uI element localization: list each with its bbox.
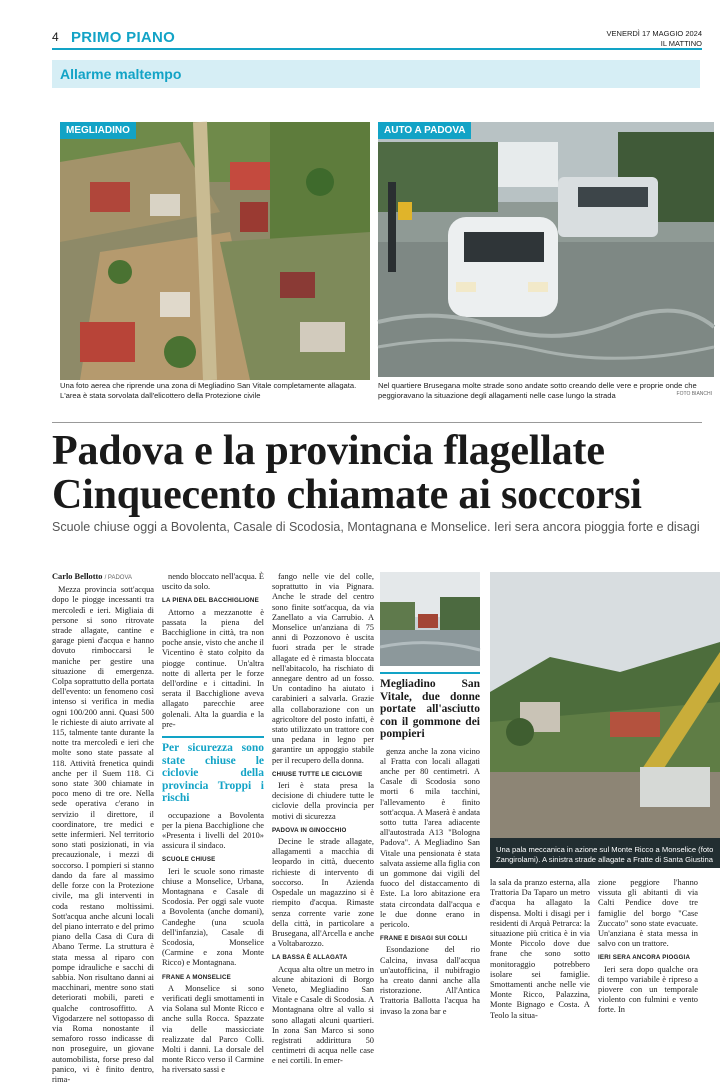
kicker-pioggia: IERI SERA ANCORA PIOGGIA (598, 954, 691, 962)
col3-body3: Acqua alta oltre un metro in alcune abitazioni di Borgo Veneto, Megliadino San Vitale e Casale di Scodosia. A Montagnana oltre al vallo si sono allagati alcuni quartieri. In zona San Marco si sono registrati addirittura 50 centimetri di acqua nelle case e nei cortili. In emer- (272, 964, 374, 1066)
photo-tag-auto-padova: AUTO A PADOVA (378, 122, 471, 139)
date-text: VENERDÌ 17 MAGGIO 2024 (606, 29, 702, 38)
col4-body: genza anche la zona vicino al Fratta con locali allagati anche per 80 centimetri. A Casale di Scodosia sono morti 6 mila tacchini, l'allevamento è finito sott'acqua. A Maserà è andata sotto tutta l'area adiacente all'autostrada A13 "Bologna Padova". A Megliadino San Vitale una pensionata è stata salvata assieme alla figlia con un gommone dai vigili del fuoco del distaccamento di Este. La loro abitazione era stata circondata dall'acqua e le due donne erano in pericolo. (380, 746, 480, 929)
street-photo-caption: Nel quartiere Brusegana molte strade sono andate sotto creando delle vere e proprie onde che peggioravano la situazione degli allagamenti nelle case lungo la strada (378, 381, 697, 400)
col2-body2: Ieri le scuole sono rimaste chiuse a Monselice, Urbana, Montagnana e Casale di Scodosia. Per oggi sale vuote a Bovolenta (anche domani), Candeghe (una scuola dell'infanzia), Casale di Scodosia, Monselice (Carmine e zona Monte Ricco) e Montagnana. (162, 866, 264, 968)
section-title: PRIMO PIANO (71, 29, 176, 46)
aerial-flood-photo (60, 122, 370, 380)
aerial-photo-caption: Una foto aerea che riprende una zona di Megliadino San Vitale completamente allagata. L'area è stata sorvolata dall'elicottero della Protezione civile (60, 381, 357, 400)
photo-credit: FOTO BIANCHI (676, 391, 712, 397)
kicker-piena: LA PIENA DEL BACCHIGLIONE (162, 597, 259, 605)
street-flood-photo (378, 122, 714, 377)
col3-body: Ieri è stata presa la decisione di chiudere tutte le ciclovie della provincia per motivi di sicurezza (272, 781, 374, 821)
headline (52, 429, 712, 517)
article-column-5 (490, 878, 590, 1020)
page-number: 4 (52, 30, 59, 44)
article-column-4 (380, 672, 480, 1016)
col2-after-text: occupazione a Bovolenta per la piena Bacchiglione che «Presenta i livelli del 2010» assicura il sindaco. (162, 810, 264, 851)
excavator-image (490, 572, 720, 868)
pull-quote-megliadino: Megliadino San Vitale, due donne portate all'asciutto con il gommone dei pompieri (380, 672, 480, 741)
col1-text: Mezza provincia sott'acqua dopo le piogge incessanti tra mercoledì e ieri. Migliaia di persone si sono ritrovate strade allagate, cantine e garage pieni d'acqua e hanno dovuto rimboccarsi le maniche per gestire una situazione di emergenza. Colpa soprattutto della portata dell'evento: un fenomeno così intenso si verifica in media ogni 100/200 anni. Quasi 500 le richieste di aiuto arrivate al 115, talmente tante durante la notte tra mercoledì e ieri che molte sono state passate al 118. Attività frenetica quindi anche per il Suem 118. Ci sono state 300 chiamate in poco meno di tre ore. Nella sede operativa c'erano in servizio il direttore, il coordinatore, tre medici e sette infermieri. Nel territorio sono stati posizionati, in via precauzionale, i mezzi di soccorso. I pompieri si stanno dando da fare al massimo delle forze con la Protezione civile, ma gli interventi in coda restano moltissimi. Sott'acqua anche alcuni locali del piano interrato e del primo piano della Casa di Cura di Abano Terme. La struttura è stata messa al riparo con pompe idrauliche e sacchi di sabbia. Non risultano danni ai macchinari, mentre sono stati deteriorati mobili, pareti e qualche controsoffitto. A Vigodarzere nel sottopasso di via Roma nonostante il semaforo rosso indicasse di non proseguire, un giovane automobilista, forse preso dal panico, vi è finito dentro, rima- (52, 585, 154, 1084)
photo-tag-megliadino: MEGLIADINO (60, 122, 136, 139)
subheadline: Scuole chiuse oggi a Bovolenta, Casale di Scodosia, Montagnana e Monselice. Ieri sera ancora pioggia forte e disagi (52, 520, 700, 534)
aerial-flood-image (60, 122, 370, 380)
article-column-2 (162, 572, 264, 1075)
col5-body: la sala da pranzo esterna, alla Trattoria Da Taparo un metro d'acqua ha allagato la dispensa. Molti i disagi per i residenti di Arquà Petrarca: la situazione più critica è in via Monte Piccolo dove due frane che sono sotto monitoraggio potrebbero isolare sei famiglie. Smottamenti anche nelle vie Monte Ricco, Palazzina, Monte Bignago e Costa. A Teolo la situa- (490, 878, 590, 1020)
col3-body2: Decine le strade allagate, allagamenti a macchia di leopardo in città, duecento richieste di intervento di soccorso. In Azienda Ospedale un magazzino si è riempito d'acqua. Rimaste senza corrente varie zone della città, in particolare a Brusegana, all'Arcella e anche a Voltabarozzo. (272, 837, 374, 949)
kicker-bassa: LA BASSA È ALLAGATA (272, 954, 348, 962)
kicker-frane: FRANE A MONSELICE (162, 973, 231, 981)
byline (52, 572, 154, 583)
fratte-flood-image (380, 572, 480, 666)
kicker-ciclovie: CHIUSE TUTTE LE CICLOVIE (272, 770, 363, 778)
header-rule (52, 48, 702, 50)
col6-body2: Ieri sera dopo qualche ora di tempo variabile è ripreso a piovere con un temporale violento con fulmini e vento forte. In (598, 964, 698, 1015)
article-column-6 (598, 878, 698, 1015)
paper-name: IL MATTINO (660, 39, 702, 48)
col2-body3: A Monselice si sono verificati degli smottamenti in via Solana sul Monte Ricco e anche sulla Rocca. Spazzate via delle massicciate realizzate dal Parco Colli. Molti i danni. La dorsale del monte Ricco verso il Carmine ha riversato sassi e (162, 983, 264, 1075)
divider-rule (52, 422, 702, 423)
kicker-scuole: SCUOLE CHIUSE (162, 856, 216, 864)
col3-top-text: fango nelle vie del colle, soprattutto in via Pignara. Anche le strade del centro sono finite sott'acqua, da via Zanellato a via Carrubio. A Monselice un'anziana di 75 anni di Pozzonovo è uscita fuori strada per le strade allagate ed è rimasta bloccata nell'abitacolo, ha rischiato di annegare dentro ad un fosso. Un contadino ha aiutato i carabinieri a salvarla. Grazie alla collaborazione con un agricoltore del posto infatti, è stato utilizzato un trattore con una pedana in legno per garantire un appoggio stabile per il recupero della donna. (272, 572, 374, 765)
col4-body2: Esondazione del rio Calcina, invasa dall'acqua un'autofficina, il nubifragio ha creato danni anche alla ristorazione. All'Antica Trattoria Ballotta l'acqua ha invaso la zona bar e (380, 945, 480, 1016)
excavator-photo-caption: Una pala meccanica in azione sul Monte Ricco a Monselice (foto Zangirolami). A sinistra strade allagate a Fratte di Santa Giustina (496, 845, 714, 864)
col6-body: zione peggiore l'hanno vissuta gli abitanti di via Calti Pendice dove tre famiglie del borgo "Case Zuccato" sono state evacuate. Un'anziana è stata messa in salvo con un trattore. (598, 878, 698, 949)
pull-quote-ciclovie: Per sicurezza sono state chiuse le ciclovie della provincia Troppi i rischi (162, 736, 264, 805)
headline-line-1: Padova e la provincia flagellate (52, 428, 605, 474)
byline-name: Carlo Bellotto (52, 572, 103, 581)
col2-body: Attorno a mezzanotte è passata la piena del Bacchiglione in città, tra non poche ansie, visto che anche il Vicentino è stato colpito da piogge continue. Un'altra notte di allerta per le forze dell'ordine e i cittadini. In serata il Bacchiglione aveva allagato parecchie aree golenali. Alta la guardia e la pre- (162, 607, 264, 729)
alert-label: Allarme maltempo (60, 66, 182, 82)
dateline (607, 29, 702, 49)
kicker-padova: PADOVA IN GINOCCHIO (272, 826, 347, 834)
excavator-photo (490, 572, 720, 868)
street-flood-image (378, 122, 714, 377)
kicker-colli: FRANE E DISAGI SUI COLLI (380, 935, 468, 943)
col2-top-text: nendo bloccato nell'acqua. È uscito da solo. (162, 572, 264, 592)
article-column-1 (52, 572, 154, 1084)
article-column-3 (272, 572, 374, 1066)
headline-line-2: Cinquecento chiamate ai soccorsi (52, 472, 642, 518)
byline-place: / PADOVA (104, 575, 133, 581)
fratte-flood-photo (380, 572, 480, 666)
